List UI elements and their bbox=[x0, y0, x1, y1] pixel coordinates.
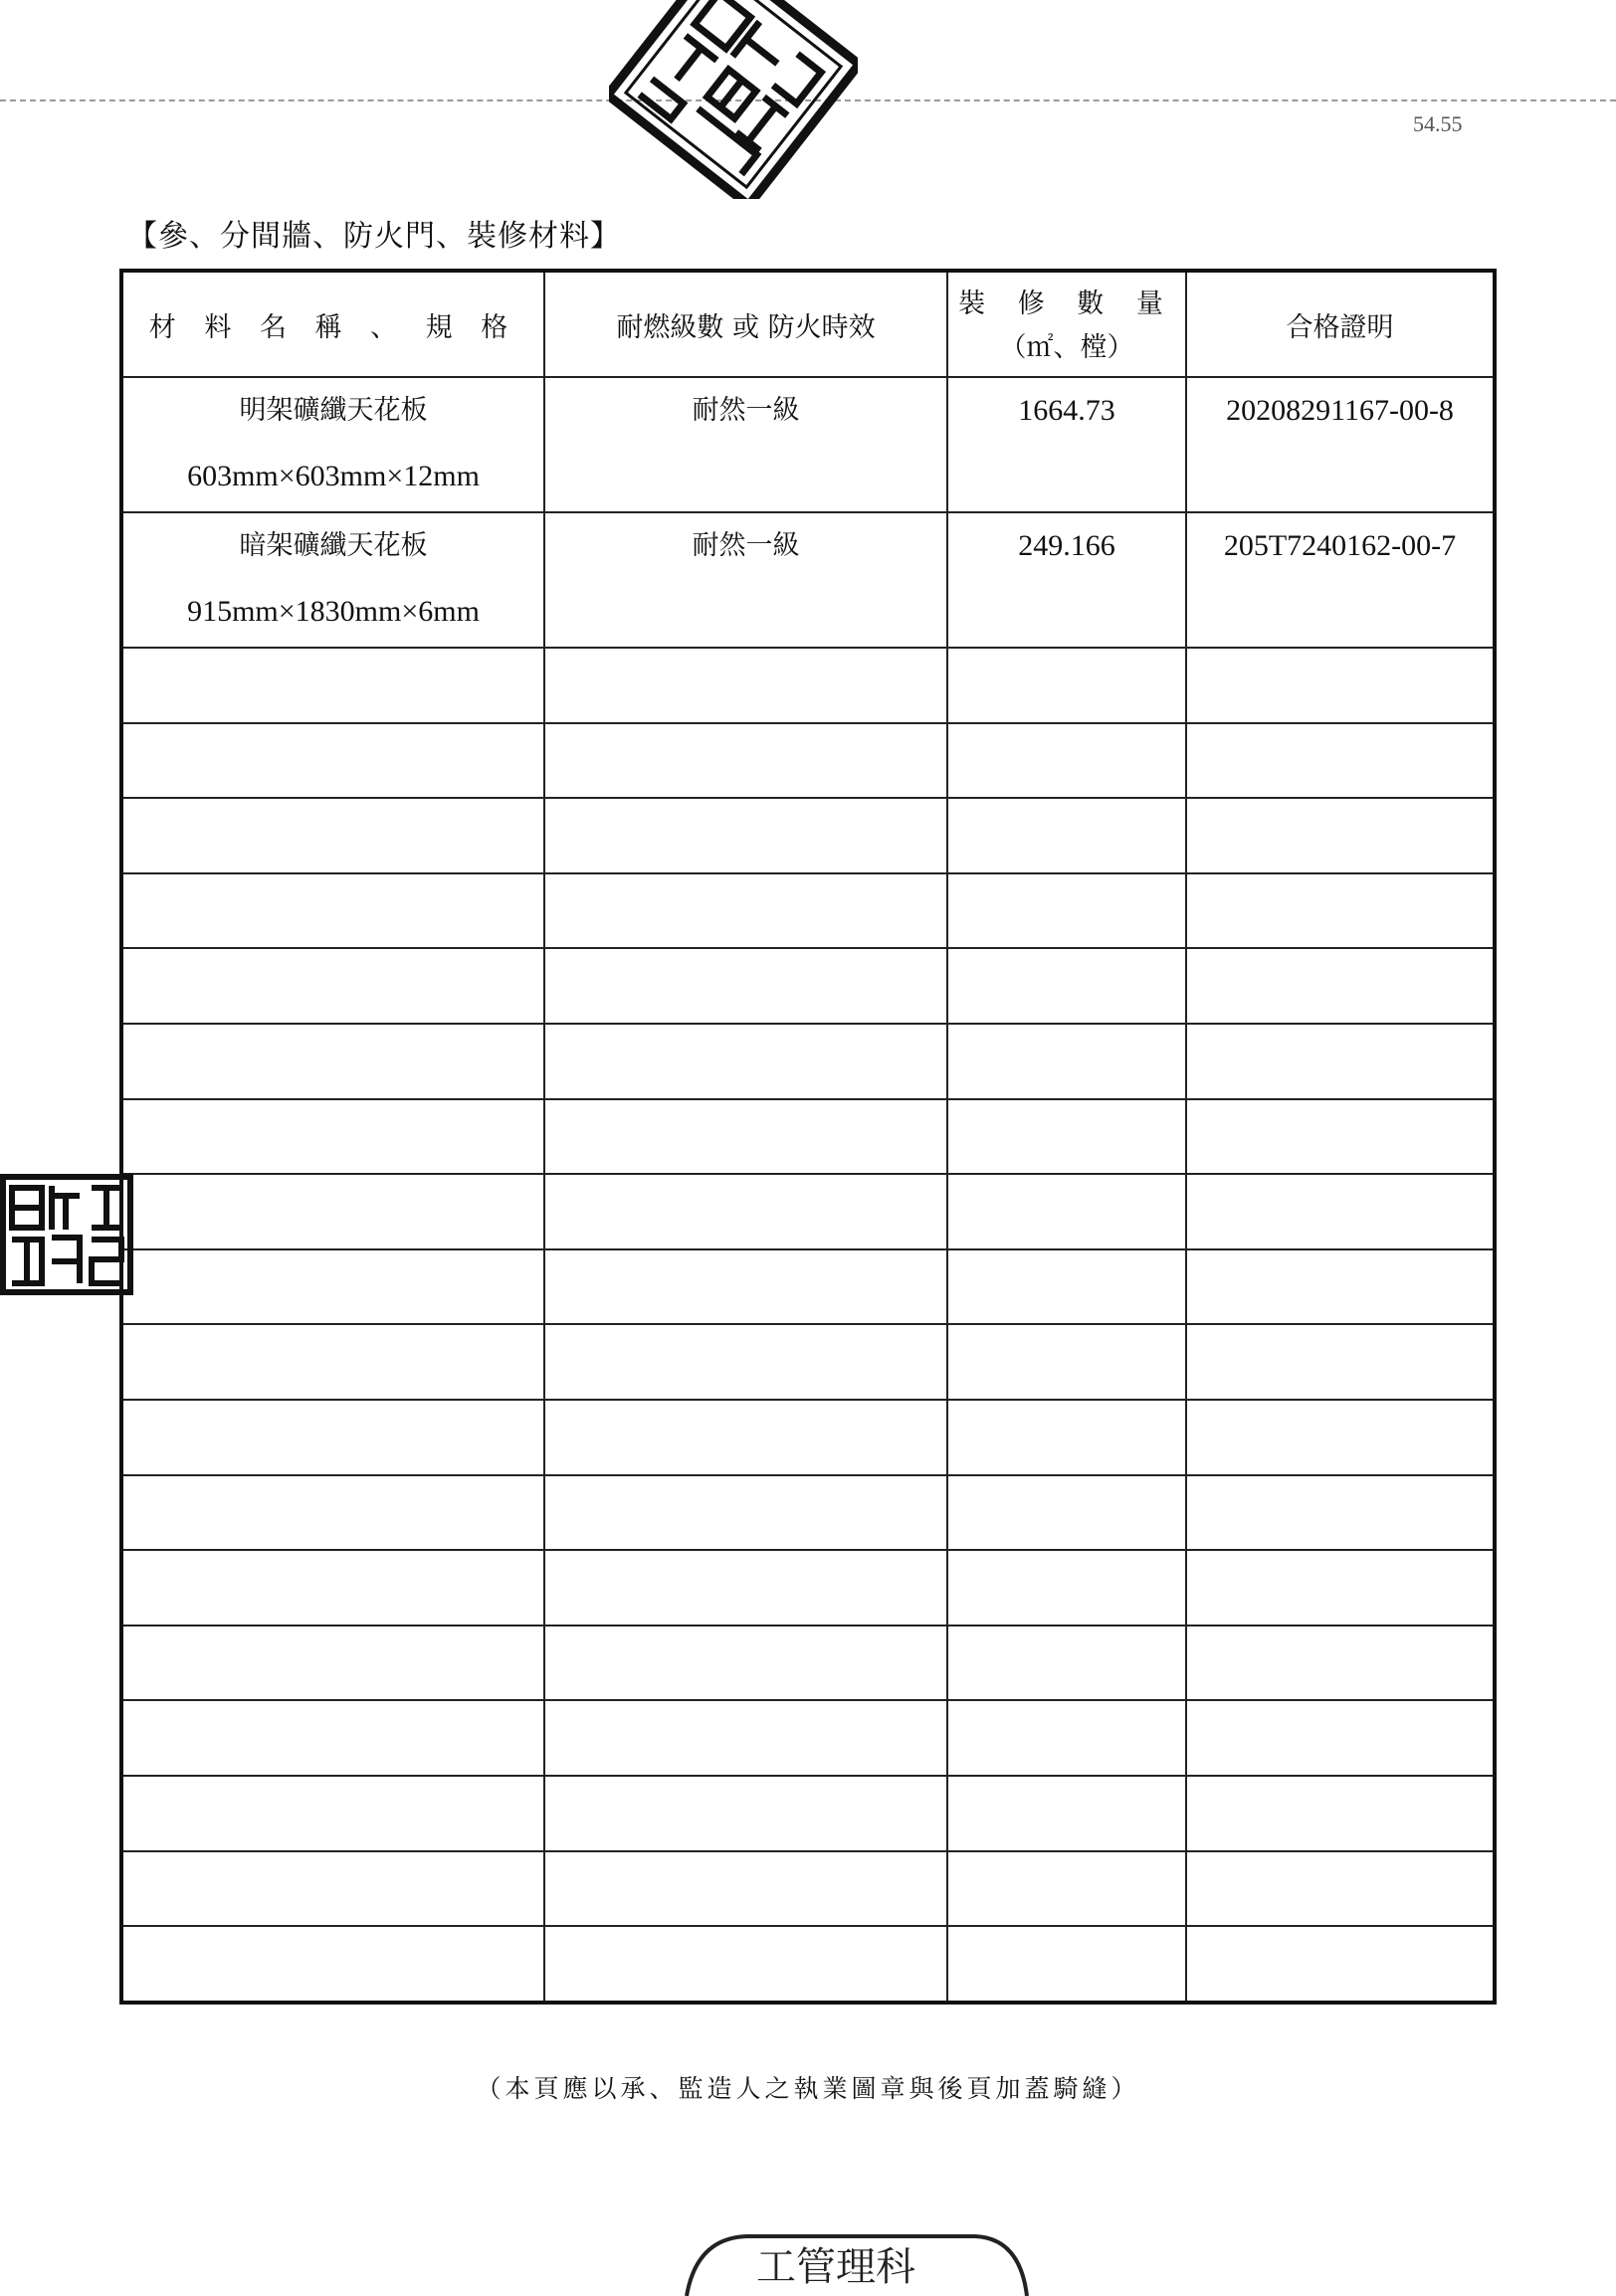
empty-table-row bbox=[121, 1626, 1495, 1701]
footer-note: （本頁應以承、監造人之執業圖章與後頁加蓋騎縫） bbox=[476, 2074, 1140, 2103]
empty-cell bbox=[1186, 648, 1495, 723]
section-title: 【參、分間牆、防火門、裝修材料】 bbox=[127, 219, 621, 254]
empty-cell bbox=[1186, 1475, 1495, 1551]
empty-cell bbox=[544, 1249, 947, 1325]
empty-cell bbox=[121, 948, 544, 1024]
empty-cell bbox=[121, 1324, 544, 1400]
left-seal-stamp bbox=[0, 1174, 135, 1297]
empty-cell bbox=[1186, 1851, 1495, 1927]
page-number: 54.55 bbox=[1413, 111, 1463, 136]
material-name: 明架礦纖天花板 bbox=[239, 395, 428, 426]
empty-cell bbox=[121, 723, 544, 799]
empty-cell bbox=[1186, 1099, 1495, 1175]
empty-cell bbox=[1186, 1776, 1495, 1851]
empty-cell bbox=[544, 1475, 947, 1551]
empty-cell bbox=[947, 1776, 1186, 1851]
empty-cell bbox=[544, 873, 947, 949]
empty-cell bbox=[121, 1550, 544, 1626]
empty-cell bbox=[544, 648, 947, 723]
material-spec: 603mm×603mm×12mm bbox=[187, 460, 480, 492]
empty-cell bbox=[1186, 1550, 1495, 1626]
bottom-seal-text: 工管理科 bbox=[756, 2244, 915, 2290]
empty-cell bbox=[121, 1926, 544, 2003]
empty-cell bbox=[947, 1626, 1186, 1701]
material-cell bbox=[121, 377, 544, 512]
empty-cell bbox=[121, 873, 544, 949]
empty-cell bbox=[1186, 1926, 1495, 2003]
empty-table-row bbox=[121, 1249, 1495, 1325]
empty-cell bbox=[121, 1626, 544, 1701]
empty-cell bbox=[947, 1700, 1186, 1776]
empty-cell bbox=[544, 723, 947, 799]
empty-cell bbox=[1186, 948, 1495, 1024]
empty-cell bbox=[544, 1700, 947, 1776]
empty-table-row bbox=[121, 1475, 1495, 1551]
empty-cell bbox=[544, 1400, 947, 1475]
fire-rating-cell: 耐然一級 bbox=[544, 377, 947, 512]
table-header-row bbox=[121, 271, 1495, 377]
empty-cell bbox=[544, 1851, 947, 1927]
empty-cell bbox=[544, 1174, 947, 1249]
empty-cell bbox=[121, 648, 544, 723]
empty-table-row bbox=[121, 1400, 1495, 1475]
empty-cell bbox=[544, 798, 947, 873]
empty-cell bbox=[947, 1324, 1186, 1400]
header-quantity: 裝 修 數 量 （㎡、樘） bbox=[947, 271, 1186, 377]
empty-table-row bbox=[121, 1024, 1495, 1099]
empty-cell bbox=[544, 948, 947, 1024]
empty-cell bbox=[121, 1024, 544, 1099]
empty-cell bbox=[947, 1099, 1186, 1175]
empty-table-row bbox=[121, 1851, 1495, 1927]
empty-cell bbox=[1186, 1024, 1495, 1099]
empty-table-row bbox=[121, 1926, 1495, 2003]
header-fire-rating: 耐燃級數 或 防火時效 bbox=[544, 271, 947, 377]
empty-cell bbox=[544, 1024, 947, 1099]
certificate-cell: 205T7240162-00-7 bbox=[1186, 512, 1495, 648]
empty-table-row bbox=[121, 948, 1495, 1024]
empty-cell bbox=[121, 798, 544, 873]
empty-cell bbox=[947, 1475, 1186, 1551]
empty-cell bbox=[1186, 723, 1495, 799]
empty-cell bbox=[121, 1776, 544, 1851]
header-certificate: 合格證明 bbox=[1186, 271, 1495, 377]
empty-table-row bbox=[121, 648, 1495, 723]
empty-cell bbox=[947, 873, 1186, 949]
empty-cell bbox=[947, 648, 1186, 723]
material-name: 暗架礦纖天花板 bbox=[239, 530, 428, 561]
empty-table-row bbox=[121, 873, 1495, 949]
empty-cell bbox=[1186, 873, 1495, 949]
materials-table bbox=[119, 269, 1497, 2005]
empty-table-row bbox=[121, 1174, 1495, 1249]
empty-cell bbox=[121, 1249, 544, 1325]
quantity-cell: 249.166 bbox=[947, 512, 1186, 648]
material-spec: 915mm×1830mm×6mm bbox=[187, 595, 480, 628]
empty-cell bbox=[947, 948, 1186, 1024]
table-row bbox=[121, 377, 1495, 512]
empty-cell bbox=[544, 1099, 947, 1175]
empty-cell bbox=[121, 1099, 544, 1175]
empty-cell bbox=[947, 1174, 1186, 1249]
empty-cell bbox=[947, 1249, 1186, 1325]
header-material: 材 料 名 稱 、 規 格 bbox=[121, 271, 544, 377]
bottom-seal-stamp bbox=[677, 2228, 1035, 2296]
empty-cell bbox=[121, 1700, 544, 1776]
empty-cell bbox=[947, 798, 1186, 873]
empty-table-row bbox=[121, 1776, 1495, 1851]
empty-cell bbox=[947, 1926, 1186, 2003]
material-cell bbox=[121, 512, 544, 648]
empty-cell bbox=[121, 1851, 544, 1927]
empty-cell bbox=[947, 1024, 1186, 1099]
empty-cell bbox=[544, 1776, 947, 1851]
certificate-cell: 20208291167-00-8 bbox=[1186, 377, 1495, 512]
empty-cell bbox=[947, 1400, 1186, 1475]
empty-table-row bbox=[121, 1550, 1495, 1626]
empty-cell bbox=[1186, 1324, 1495, 1400]
empty-cell bbox=[1186, 1700, 1495, 1776]
empty-table-row bbox=[121, 1700, 1495, 1776]
empty-table-row bbox=[121, 1099, 1495, 1175]
empty-cell bbox=[544, 1926, 947, 2003]
empty-cell bbox=[544, 1626, 947, 1701]
empty-cell bbox=[121, 1475, 544, 1551]
fire-rating-cell: 耐然一級 bbox=[544, 512, 947, 648]
empty-cell bbox=[947, 723, 1186, 799]
table-row bbox=[121, 512, 1495, 648]
empty-cell bbox=[1186, 798, 1495, 873]
empty-cell bbox=[947, 1550, 1186, 1626]
top-seal-stamp bbox=[609, 0, 858, 199]
empty-cell bbox=[1186, 1249, 1495, 1325]
empty-cell bbox=[947, 1851, 1186, 1927]
empty-table-row bbox=[121, 1324, 1495, 1400]
empty-cell bbox=[1186, 1400, 1495, 1475]
empty-cell bbox=[544, 1550, 947, 1626]
quantity-cell: 1664.73 bbox=[947, 377, 1186, 512]
empty-cell bbox=[121, 1400, 544, 1475]
empty-cell bbox=[1186, 1174, 1495, 1249]
empty-cell bbox=[121, 1174, 544, 1249]
empty-table-row bbox=[121, 798, 1495, 873]
empty-cell bbox=[544, 1324, 947, 1400]
empty-table-row bbox=[121, 723, 1495, 799]
empty-cell bbox=[1186, 1626, 1495, 1701]
